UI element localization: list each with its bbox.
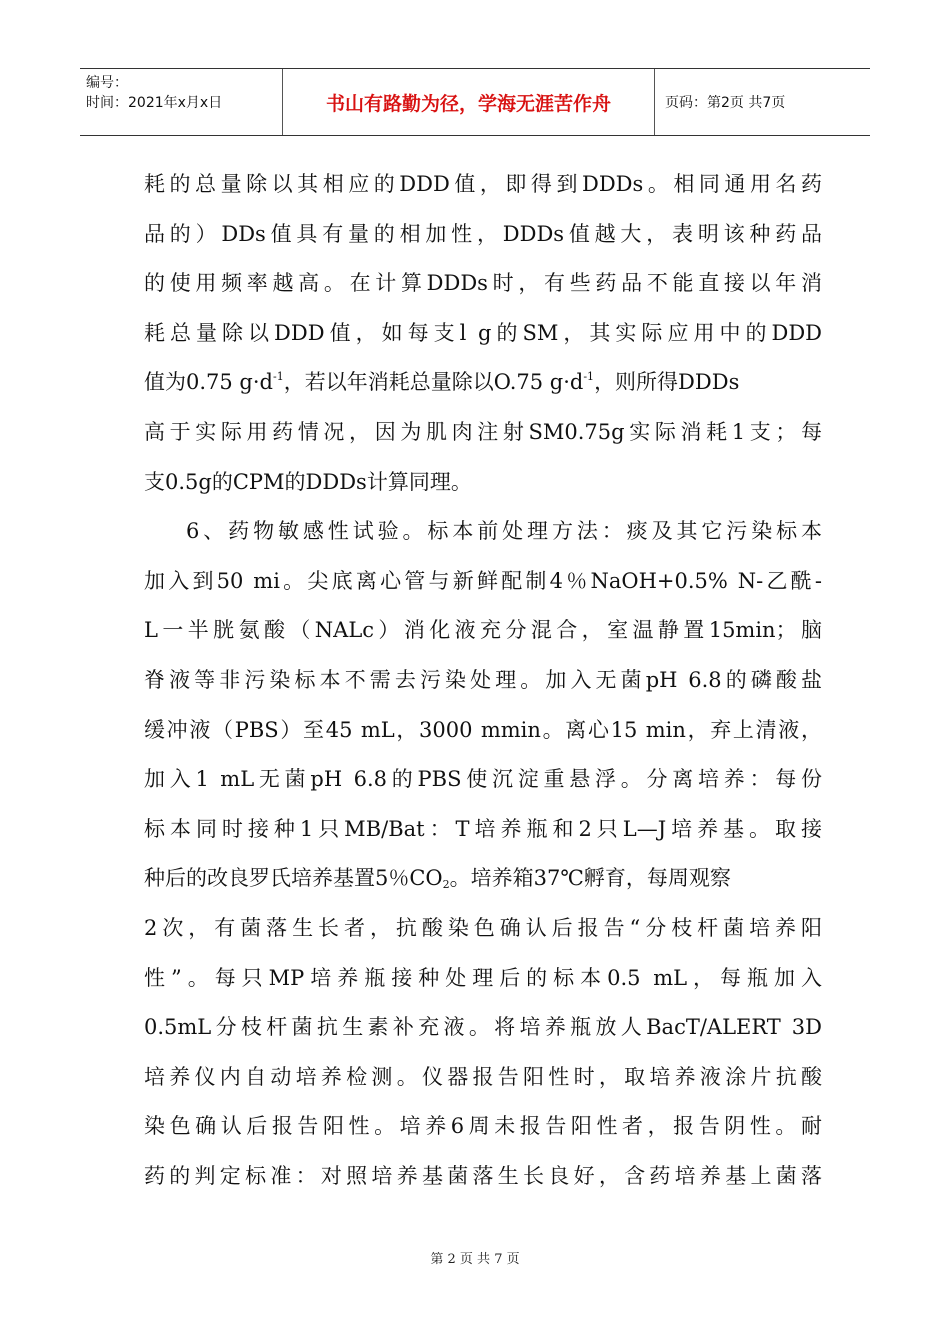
text-line-with-subscript — [144, 854, 822, 904]
text-fragment: 。培养箱37℃孵育，每周观察 — [449, 866, 731, 891]
text-line: 0.5mL分枝杆菌抗生素补充液。将培养瓶放人BacT/ALERT 3D — [144, 1015, 822, 1040]
superscript: -1 — [583, 370, 595, 384]
text-line: 耗的总量除以其相应的DDD值，即得到DDDs。相同通用名药 — [144, 172, 822, 196]
text-line: 耗总量除以DDD值，如每支l g的SM，其实际应用中的DDD — [144, 320, 822, 345]
text-line: 2次，有菌落生长者，抗酸染色确认后报告“分枝杆菌培养阳 — [144, 915, 822, 940]
header-meta — [80, 69, 283, 135]
text-line: 性”。每只MP培养瓶接种处理后的标本0.5 mL，每瓶加入 — [144, 965, 822, 990]
document-body — [144, 160, 822, 1201]
text-fragment: 种后的改良罗氏培养基置5％CO — [144, 866, 443, 891]
header-page-label: 页码：第2页 共7页 — [665, 95, 786, 111]
text-line: 染色确认后报告阳性。培养6周未报告阳性者，报告阴性。耐 — [144, 1114, 822, 1139]
text-line: 脊液等非污染标本不需去污染处理。加入无菌pH 6.8的磷酸盐 — [144, 667, 822, 692]
text-line: 支0.5g的CPM的DDDs计算同理。 — [144, 469, 472, 494]
subscript: 2 — [442, 878, 450, 892]
text-line: L一半胱氨酸（NALc）消化液充分混合，室温静置15min；脑 — [144, 618, 822, 643]
text-line-with-superscripts — [144, 358, 822, 408]
text-line: 品的）DDs值具有量的相加性，DDDs值越大，表明该种药品 — [144, 221, 822, 246]
text-line: 标本同时接种1只MB/Bat：T培养瓶和2只L—J培养基。取接 — [144, 816, 822, 841]
text-fragment: 值为0.75 g·d — [144, 370, 273, 395]
text-fragment: ，若以年消耗总量除以O.75 g·d — [283, 370, 584, 395]
superscript: -1 — [273, 370, 284, 384]
header-motto: 书山有路勤为径，学海无涯苦作舟 — [283, 69, 655, 135]
page-footer: 第 2 页 共 7 页 — [430, 1252, 520, 1267]
text-line: 加入到50 mi。尖底离心管与新鲜配制4％NaOH+0.5% N-乙酰- — [144, 568, 822, 593]
text-line: 药的判定标准：对照培养基菌落生长良好，含药培养基上菌落 — [144, 1163, 822, 1188]
text-line: 6、药物敏感性试验。标本前处理方法：痰及其它污染标本 — [186, 519, 822, 544]
document-date-label: 时间：2021年x月x日 — [86, 95, 223, 111]
text-line: 缓冲液（PBS）至45 mL，3000 mmin。离心15 min，弃上清液， — [144, 717, 822, 742]
page-header — [80, 68, 870, 136]
document-number-label: 编号： — [86, 75, 128, 91]
text-line: 的使用频率越高。在计算DDDs时，有些药品不能直接以年消 — [144, 271, 822, 296]
text-line: 培养仪内自动培养检测。仪器报告阳性时，取培养液涂片抗酸 — [144, 1064, 822, 1089]
text-line: 加入1 mL无菌pH 6.8的PBS使沉淀重悬浮。分离培养：每份 — [144, 767, 822, 792]
text-fragment: ，则所得DDDs — [594, 370, 740, 395]
text-line: 高于实际用药情况，因为肌肉注射SM0.75g实际消耗1支；每 — [144, 419, 822, 444]
